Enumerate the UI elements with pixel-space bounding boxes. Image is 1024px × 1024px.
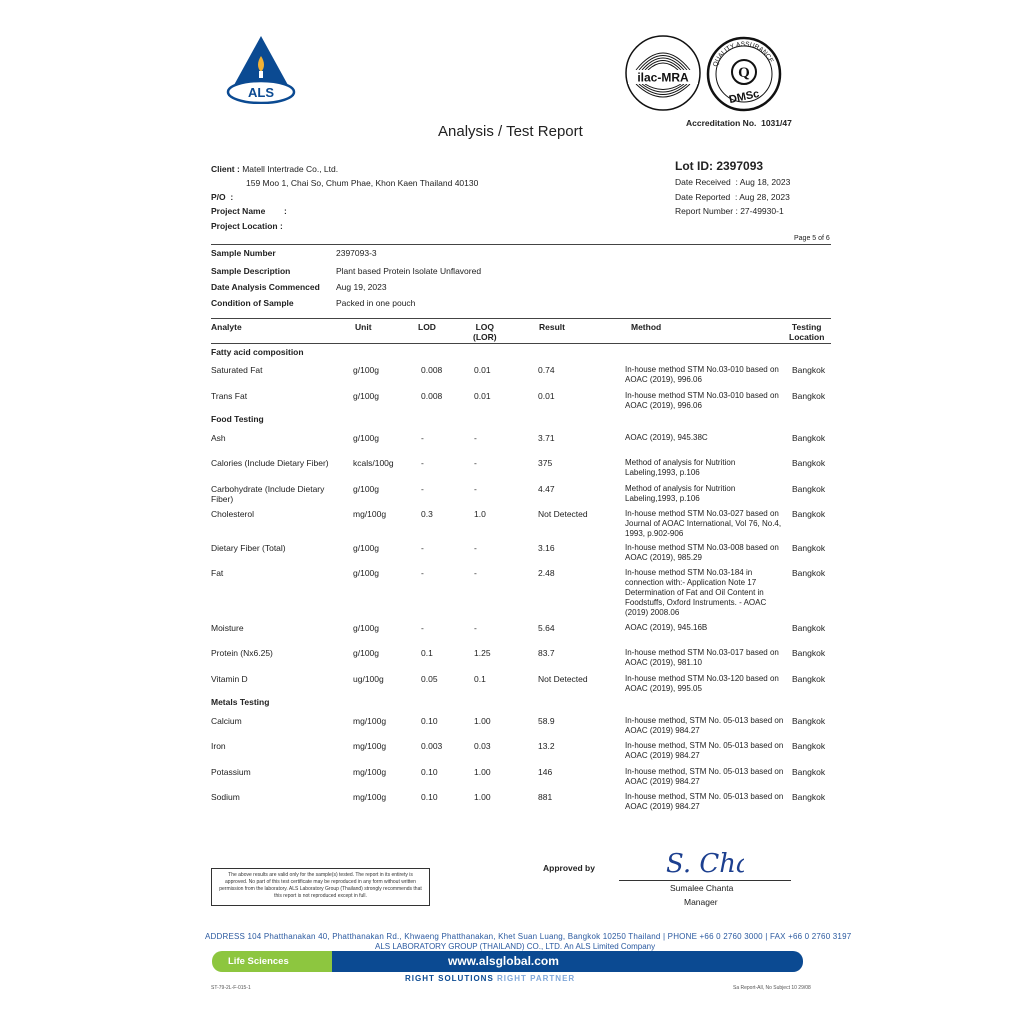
cell-method: Method of analysis for Nutrition Labeling,1993, p.106 [625, 484, 736, 503]
sample-description-row [211, 266, 831, 280]
page-number: Page 5 of 6 [794, 235, 830, 242]
header-location [789, 322, 824, 342]
cell-loq: - [474, 484, 477, 494]
cell-loq: 0.01 [474, 365, 491, 375]
header-loq [473, 322, 497, 342]
cell-location: Bangkok [792, 458, 826, 468]
cell-location: Bangkok [792, 674, 826, 684]
date-received: Date Received : Aug 18, 2023 [675, 177, 791, 187]
cell-result: 3.16 [538, 543, 555, 553]
client-label: Client : [211, 164, 240, 174]
sample-label: Sample Description [211, 266, 291, 276]
svg-text:ilac-MRA: ilac-MRA [637, 70, 689, 85]
cell-result: 146 [538, 767, 553, 777]
tagline-right-partner: RIGHT PARTNER [497, 974, 576, 983]
page-title: Analysis / Test Report [438, 123, 583, 140]
cell-analyte: Iron [211, 741, 226, 751]
cell-lod: 0.008 [421, 365, 443, 375]
signature-line [619, 880, 791, 881]
client-name: Matell Intertrade Co., Ltd. [242, 164, 339, 174]
svg-text:S. Cha: S. Cha [666, 849, 744, 879]
sample-number-row [211, 248, 831, 262]
cell-analyte: Potassium [211, 767, 251, 777]
cell-lod: 0.3 [421, 509, 433, 519]
cell-result: 881 [538, 792, 553, 802]
cell-location: Bangkok [792, 509, 826, 519]
cell-method: AOAC (2019), 945.16B [625, 623, 708, 632]
report-number: Report Number : 27-49930-1 [675, 206, 784, 216]
cell-unit: g/100g [353, 623, 379, 633]
cell-result: 3.71 [538, 433, 555, 443]
svg-text:Q: Q [738, 65, 750, 81]
cell-unit: mg/100g [353, 716, 387, 726]
cell-unit: g/100g [353, 365, 379, 375]
cell-method: AOAC (2019), 945.38C [625, 433, 708, 442]
cell-loq: - [474, 458, 477, 468]
cell-location: Bangkok [792, 648, 826, 658]
dmsc-seal-icon [706, 36, 782, 112]
cell-method: In-house method STM No.03-017 based on AOAC (2019), 981.10 [625, 648, 779, 667]
cell-location: Bangkok [792, 433, 826, 443]
cell-unit: g/100g [353, 391, 379, 401]
cell-loq: 1.00 [474, 716, 491, 726]
cell-result: Not Detected [538, 674, 588, 684]
sample-value: Plant based Protein Isolate Unflavored [336, 266, 482, 276]
cell-lod: - [421, 484, 424, 494]
cell-result: 5.64 [538, 623, 555, 633]
sample-label: Sample Number [211, 248, 276, 258]
cell-loq: - [474, 568, 477, 578]
cell-method: Method of analysis for Nutrition Labeling,1993, p.106 [625, 458, 736, 477]
section-heading: Food Testing [211, 414, 264, 424]
cell-unit: ug/100g [353, 674, 384, 684]
cell-unit: kcals/100g [353, 458, 394, 468]
cell-method: In-house method, STM No. 05-013 based on AOAC (2019) 984.27 [625, 741, 784, 760]
section-heading: Fatty acid composition [211, 347, 304, 357]
approver-name: Sumalee Chanta [670, 883, 734, 893]
cell-method: In-house method, STM No. 05-013 based on AOAC (2019) 984.27 [625, 792, 784, 811]
cell-location: Bangkok [792, 484, 826, 494]
lab-address: ADDRESS 104 Phatthanakan 40, Phatthanakan Rd., Khwaeng Phatthanakan, Khet Suan Luang, Bangkok 10250 Thailand | PHONE +66 0 2760 3000 | FAX +66 0 2760 3197 [205, 932, 852, 941]
cell-analyte: Moisture [211, 623, 244, 633]
date-reported: Date Reported : Aug 28, 2023 [675, 192, 790, 202]
lot-id: Lot ID: 2397093 [675, 159, 764, 173]
cell-lod: 0.008 [421, 391, 443, 401]
cell-analyte: Calories (Include Dietary Fiber) [211, 458, 329, 468]
cell-result: 4.47 [538, 484, 555, 494]
cell-analyte: Cholesterol [211, 509, 254, 519]
ilac-seal-icon [624, 34, 702, 112]
cell-lod: 0.10 [421, 792, 438, 802]
cell-unit: mg/100g [353, 509, 387, 519]
cell-loq: 1.00 [474, 792, 491, 802]
cell-analyte: Protein (Nx6.25) [211, 648, 273, 658]
doc-code-right: Sa Report-All, No Subject 10 29/08 [733, 985, 811, 991]
header-location-sub: Location [789, 332, 825, 342]
cell-unit: mg/100g [353, 792, 387, 802]
date-analysis-row [211, 282, 831, 296]
cell-unit: mg/100g [353, 767, 387, 777]
cell-loq: 0.01 [474, 391, 491, 401]
als-triangle-icon [226, 34, 296, 104]
cell-location: Bangkok [792, 767, 826, 777]
cell-lod: - [421, 568, 424, 578]
ilac-mra-seal [624, 34, 702, 112]
als-logo [226, 34, 296, 104]
cell-result: 0.74 [538, 365, 555, 375]
client-row [211, 164, 338, 174]
cell-analyte: Fat [211, 568, 224, 578]
sample-label: Date Analysis Commenced [211, 282, 320, 292]
tagline [405, 974, 575, 983]
cell-lod: 0.1 [421, 648, 433, 658]
cell-location: Bangkok [792, 391, 826, 401]
svg-text:QUALITY ASSURANCE: QUALITY ASSURANCE [712, 40, 775, 68]
cell-loq: 0.1 [474, 674, 486, 684]
sample-value: 2397093-3 [336, 248, 377, 258]
header-result: Result [539, 322, 565, 332]
cell-location: Bangkok [792, 741, 826, 751]
cell-lod: - [421, 543, 424, 553]
header-method: Method [631, 322, 662, 332]
sample-label: Condition of Sample [211, 298, 294, 308]
project-name-colon: : [284, 206, 287, 216]
cell-unit: g/100g [353, 433, 379, 443]
cell-method: In-house method STM No.03-010 based on AOAC (2019), 996.06 [625, 391, 779, 410]
header-analyte: Analyte [211, 322, 242, 332]
cell-lod: - [421, 623, 424, 633]
svg-text:DMSc: DMSc [728, 87, 761, 107]
signature [664, 842, 744, 880]
cell-location: Bangkok [792, 792, 826, 802]
company-name: ALS LABORATORY GROUP (THAILAND) CO., LTD. An ALS Limited Company [375, 942, 656, 951]
cell-location: Bangkok [792, 716, 826, 726]
cell-loq: 1.25 [474, 648, 491, 658]
section-heading: Metals Testing [211, 697, 270, 707]
divider [211, 318, 831, 319]
cell-lod: - [421, 433, 424, 443]
cell-analyte: Vitamin D [211, 674, 248, 684]
header-unit: Unit [355, 322, 372, 332]
divider [211, 343, 831, 344]
cell-analyte: Carbohydrate (Include Dietary Fiber) [211, 484, 325, 504]
cell-method: In-house method STM No.03-184 in connection with:- Application Note 17 Determination of Fat and Oil Content in Foodstuffs, Oxford Instruments. - AOAC (2019) 2008.06 [625, 568, 767, 617]
dmsc-seal [706, 36, 782, 112]
cell-result: 0.01 [538, 391, 555, 401]
cell-location: Bangkok [792, 543, 826, 553]
cell-method: In-house method STM No.03-008 based on AOAC (2019), 985.29 [625, 543, 779, 562]
cell-analyte: Saturated Fat [211, 365, 263, 375]
divider [211, 244, 831, 245]
cell-result: Not Detected [538, 509, 588, 519]
cell-analyte: Calcium [211, 716, 242, 726]
cell-analyte: Dietary Fiber (Total) [211, 543, 286, 553]
cell-unit: g/100g [353, 484, 379, 494]
cell-result: 375 [538, 458, 553, 468]
project-name-label: Project Name [211, 206, 266, 216]
sample-value: Packed in one pouch [336, 298, 416, 308]
doc-code-left: ST-79-2L-F-015-1 [211, 985, 251, 991]
header-lod: LOD [418, 322, 436, 332]
cell-loq: - [474, 623, 477, 633]
cell-loq: - [474, 433, 477, 443]
approved-by-label: Approved by [543, 863, 595, 873]
header-loq-sub: (LOR) [473, 332, 497, 342]
cell-lod: 0.05 [421, 674, 438, 684]
website-link[interactable]: www.alsglobal.com [330, 951, 803, 972]
approver-title: Manager [684, 897, 718, 907]
cell-lod: 0.003 [421, 741, 443, 751]
condition-row [211, 298, 831, 312]
cell-loq: 1.0 [474, 509, 486, 519]
signature-icon [664, 842, 744, 880]
cell-result: 58.9 [538, 716, 555, 726]
header-location-label: Testing [791, 322, 822, 332]
cell-analyte: Sodium [211, 792, 240, 802]
cell-lod: - [421, 458, 424, 468]
cell-lod: 0.10 [421, 716, 438, 726]
cell-method: In-house method STM No.03-027 based on Journal of AOAC International, Vol 76, No.4, 1993, p.902-906 [625, 509, 782, 538]
cell-result: 83.7 [538, 648, 555, 658]
accreditation-number: Accreditation No. 1031/47 [686, 118, 792, 128]
svg-text:ALS: ALS [248, 85, 274, 100]
cell-analyte: Trans Fat [211, 391, 248, 401]
cell-method: In-house method, STM No. 05-013 based on AOAC (2019) 984.27 [625, 716, 784, 735]
cell-loq: - [474, 543, 477, 553]
cell-unit: mg/100g [353, 741, 387, 751]
cell-unit: g/100g [353, 543, 379, 553]
cell-result: 13.2 [538, 741, 555, 751]
project-location-label: Project Location : [211, 221, 283, 231]
cell-unit: g/100g [353, 648, 379, 658]
cell-method: In-house method, STM No. 05-013 based on AOAC (2019) 984.27 [625, 767, 784, 786]
cell-location: Bangkok [792, 623, 826, 633]
disclaimer-box: The above results are valid only for the sample(s) tested. The report in its entirety is approved. No part of this test certificate may be reproduced in any form without written permission from the laboratory. ALS Laboratory Group (Thailand) strongly recommends that this report is not reproduced except in full. [211, 868, 430, 906]
po-label: P/O : [211, 192, 234, 202]
cell-method: In-house method STM No.03-010 based on AOAC (2019), 996.06 [625, 365, 779, 384]
cell-analyte: Ash [211, 433, 226, 443]
cell-loq: 1.00 [474, 767, 491, 777]
client-address: 159 Moo 1, Chai So, Chum Phae, Khon Kaen Thailand 40130 [246, 178, 479, 188]
tagline-right-solutions: RIGHT SOLUTIONS [405, 974, 494, 983]
cell-result: 2.48 [538, 568, 555, 578]
header-loq-label: LOQ [475, 322, 495, 332]
sample-value: Aug 19, 2023 [336, 282, 387, 292]
cell-loq: 0.03 [474, 741, 491, 751]
cell-unit: g/100g [353, 568, 379, 578]
cell-location: Bangkok [792, 365, 826, 375]
cell-location: Bangkok [792, 568, 826, 578]
cell-lod: 0.10 [421, 767, 438, 777]
life-sciences-banner: Life Sciences [212, 951, 332, 972]
cell-method: In-house method STM No.03-120 based on AOAC (2019), 995.05 [625, 674, 779, 693]
